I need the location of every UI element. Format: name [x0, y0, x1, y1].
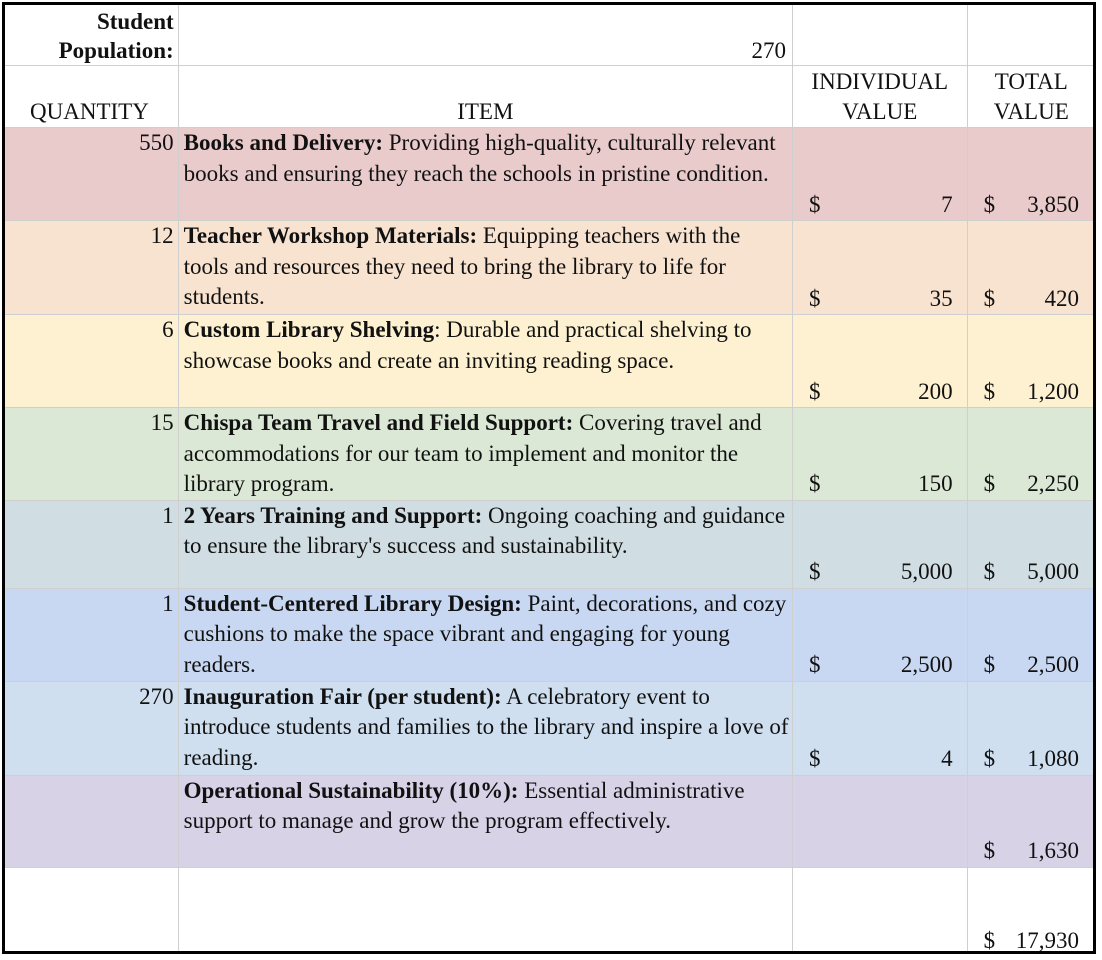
total-value: 420: [1044, 285, 1079, 311]
item-title: Teacher Workshop Materials:: [183, 223, 478, 248]
budget-row: [3, 128, 1096, 221]
currency-symbol: $: [808, 746, 821, 771]
item-title: Custom Library Shelving: [183, 317, 435, 342]
total-amount: [972, 557, 1091, 588]
item-cell[interactable]: [178, 221, 792, 315]
total-amount: [972, 190, 1091, 221]
total-amount: [972, 744, 1091, 775]
empty-cell[interactable]: [967, 3, 1095, 66]
empty-cell[interactable]: [792, 867, 967, 954]
total-value: 2,250: [1027, 471, 1079, 496]
item-cell[interactable]: [178, 315, 792, 408]
grand-total-amount: [972, 926, 1091, 954]
individual-value: 2,500: [900, 652, 953, 677]
total-value-cell[interactable]: [967, 500, 1095, 588]
item-description: Ongoing coaching and guidance to ensure the library's success and sustainability.: [183, 502, 786, 558]
individual-value-cell[interactable]: [792, 315, 967, 408]
budget-row: [3, 221, 1096, 315]
individual-value: 7: [941, 191, 953, 217]
item-title: Operational Sustainability (10%):: [183, 777, 519, 803]
item-description: : Durable and practical shelving to showcase books and create an inviting reading space.: [183, 317, 752, 373]
item-description: Covering travel and accommodations for our team to implement and monitor the library program.: [183, 410, 762, 496]
budget-sheet: [2, 2, 1096, 954]
item-cell[interactable]: [178, 408, 792, 501]
quantity-cell[interactable]: 270: [3, 681, 179, 775]
individual-value-header[interactable]: INDIVIDUAL VALUE: [792, 66, 967, 128]
grand-total-row: [3, 867, 1096, 954]
quantity-cell[interactable]: 1: [3, 500, 179, 588]
item-description: Paint, decorations, and cozy cushions to make the space vibrant and engaging for young readers.: [183, 590, 787, 677]
individual-value-cell[interactable]: [792, 681, 967, 775]
population-row: [3, 3, 1096, 66]
individual-value: 200: [918, 378, 953, 404]
total-amount: [972, 469, 1091, 500]
currency-symbol: $: [983, 378, 996, 404]
total-value-cell[interactable]: [967, 775, 1095, 867]
total-value-cell[interactable]: [967, 681, 1095, 775]
budget-row: [3, 588, 1096, 681]
item-title: Chispa Team Travel and Field Support:: [183, 410, 574, 435]
item-cell[interactable]: [178, 775, 792, 867]
item-cell[interactable]: [178, 128, 792, 221]
population-label[interactable]: Student Population:: [3, 3, 179, 66]
currency-symbol: $: [983, 746, 996, 771]
individual-amount: [797, 744, 963, 775]
budget-row: [3, 500, 1096, 588]
individual-value: 5,000: [900, 559, 953, 584]
quantity-cell[interactable]: 1: [3, 588, 179, 681]
individual-value-cell[interactable]: [792, 500, 967, 588]
currency-symbol: $: [983, 471, 996, 496]
currency-symbol: $: [983, 652, 996, 677]
total-value-cell[interactable]: [967, 408, 1095, 501]
individual-value-cell[interactable]: [792, 408, 967, 501]
total-value-header[interactable]: TOTAL VALUE: [967, 66, 1095, 128]
item-header[interactable]: ITEM: [178, 66, 792, 128]
item-description: A celebratory event to introduce students and families to the library and inspire a love of reading.: [183, 683, 789, 770]
quantity-header[interactable]: QUANTITY: [3, 66, 179, 128]
individual-amount: [797, 557, 963, 588]
total-value: 1,080: [1027, 746, 1079, 771]
currency-symbol: $: [983, 838, 996, 863]
item-cell[interactable]: [178, 500, 792, 588]
total-value-cell[interactable]: [967, 221, 1095, 315]
individual-value-cell[interactable]: [792, 128, 967, 221]
item-cell[interactable]: [178, 588, 792, 681]
budget-row: [3, 408, 1096, 501]
quantity-cell[interactable]: 6: [3, 315, 179, 408]
item-title: 2 Years Training and Support:: [183, 502, 483, 528]
individual-value: 35: [929, 285, 953, 311]
item-description: Equipping teachers with the tools and resources they need to bring the library to life for students.: [183, 223, 741, 309]
quantity-cell[interactable]: 12: [3, 221, 179, 315]
total-value-cell[interactable]: [967, 315, 1095, 408]
quantity-cell[interactable]: 15: [3, 408, 179, 501]
individual-amount: [797, 469, 963, 500]
currency-symbol: $: [808, 285, 821, 311]
currency-symbol: $: [808, 559, 821, 584]
currency-symbol: $: [808, 471, 821, 496]
item-description: Providing high-quality, culturally relevant books and ensuring they reach the schools in pristine condition.: [183, 130, 776, 186]
currency-symbol: $: [808, 652, 821, 677]
total-amount: [972, 836, 1091, 867]
individual-amount: [797, 284, 963, 315]
total-amount: [972, 650, 1091, 681]
currency-symbol: $: [983, 285, 996, 311]
total-value: 1,200: [1027, 378, 1079, 404]
total-amount: [972, 377, 1091, 408]
individual-amount: [797, 190, 963, 221]
item-title: Inauguration Fair (per student):: [183, 683, 502, 709]
total-value-cell[interactable]: [967, 128, 1095, 221]
currency-symbol: $: [983, 191, 996, 217]
quantity-cell[interactable]: 550: [3, 128, 179, 221]
budget-row: [3, 681, 1096, 775]
empty-cell[interactable]: [792, 3, 967, 66]
item-cell[interactable]: [178, 681, 792, 775]
empty-cell[interactable]: [3, 867, 179, 954]
total-value: 2,500: [1027, 652, 1079, 677]
total-value: 1,630: [1027, 838, 1079, 863]
currency-symbol: $: [983, 928, 996, 953]
grand-total-value: 17,930: [1015, 928, 1079, 953]
individual-value-cell[interactable]: [792, 221, 967, 315]
individual-amount: [797, 650, 963, 681]
budget-row: [3, 775, 1096, 867]
individual-value-cell[interactable]: [792, 775, 967, 867]
currency-symbol: $: [983, 559, 996, 584]
header-row: [3, 66, 1096, 128]
total-value-cell[interactable]: [967, 588, 1095, 681]
empty-cell[interactable]: [178, 867, 792, 954]
item-title: Books and Delivery:: [183, 130, 383, 155]
item-description: Essential administrative support to manage and grow the program effectively.: [183, 777, 745, 833]
grand-total-cell[interactable]: [967, 867, 1095, 954]
individual-value: 150: [918, 471, 953, 496]
population-value[interactable]: 270: [178, 3, 792, 66]
quantity-cell[interactable]: [3, 775, 179, 867]
individual-amount: [797, 377, 963, 408]
total-value: 3,850: [1027, 191, 1079, 217]
total-value: 5,000: [1027, 559, 1079, 584]
total-amount: [972, 284, 1091, 315]
individual-value-cell[interactable]: [792, 588, 967, 681]
individual-value: 4: [941, 746, 953, 771]
item-title: Student-Centered Library Design:: [183, 590, 522, 616]
currency-symbol: $: [808, 191, 821, 217]
currency-symbol: $: [808, 378, 821, 404]
budget-table: [2, 2, 1096, 954]
budget-row: [3, 315, 1096, 408]
